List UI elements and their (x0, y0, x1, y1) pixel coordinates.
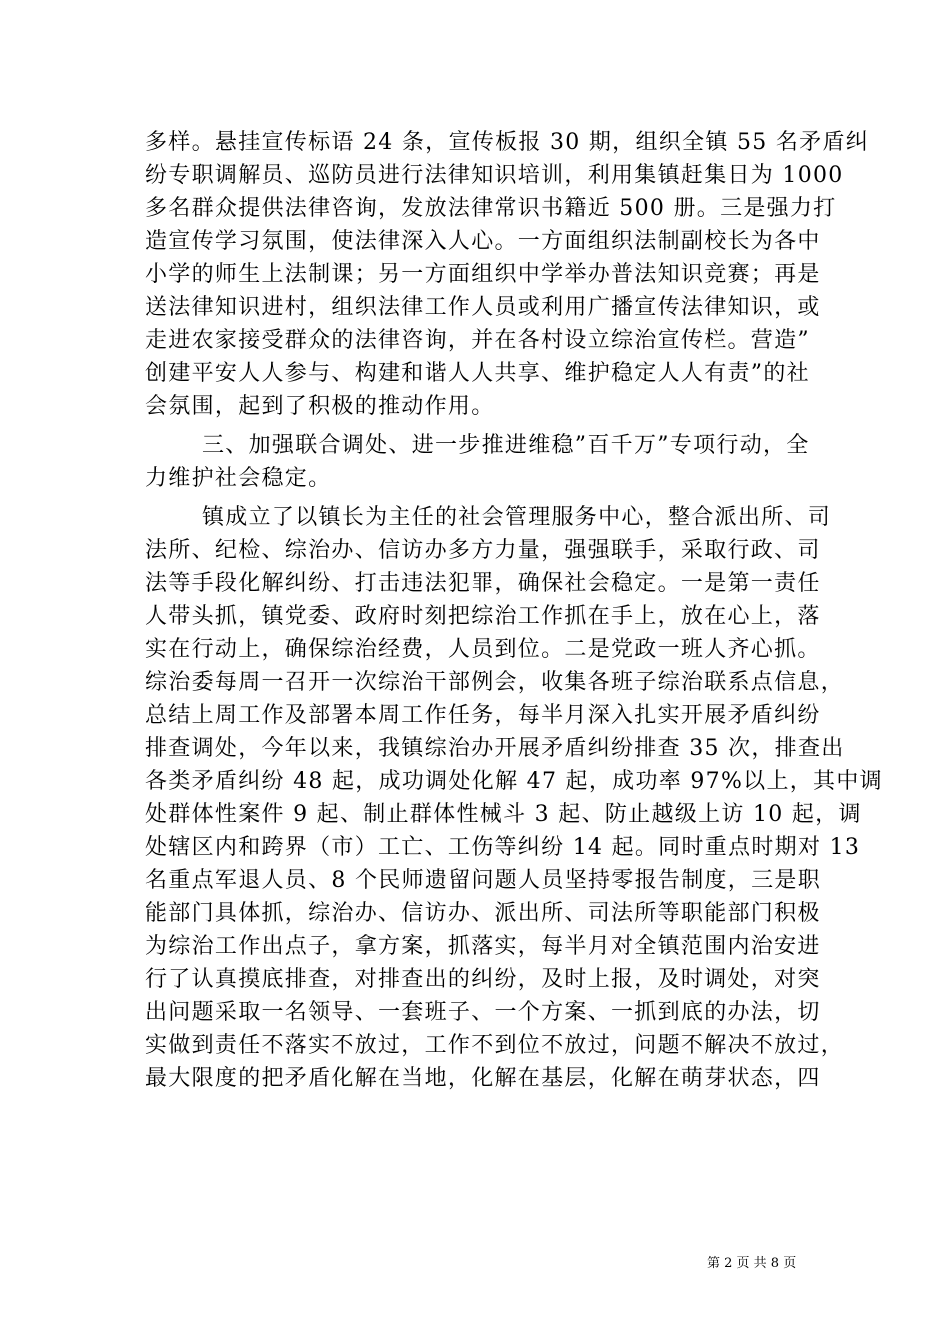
text-line: 多样。悬挂宣传标语 24 条，宣传板报 30 期，组织全镇 55 名矛盾纠 (145, 130, 870, 155)
page-number-footer: 第 2 页 共 8 页 (707, 1256, 797, 1271)
text-line: 纷专职调解员、巡防员进行法律知识培训，利用集镇赶集日为 1000 (145, 163, 844, 188)
text-line: 会氛围，起到了积极的推动作用。 (145, 394, 495, 419)
text-line: 处群体性案件 9 起、制止群体性械斗 3 起、防止越级上访 10 起，调 (145, 802, 862, 827)
text-line: 送法律知识进村，组织法律工作人员或利用广播宣传法律知识，或 (145, 295, 821, 320)
text-line: 排查调处，今年以来，我镇综治办开展矛盾纠纷排查 35 次，排查出 (145, 736, 845, 761)
text-line: 综治委每周一召开一次综治干部例会，收集各班子综治联系点信息， (145, 670, 845, 695)
section-heading: 三、加强联合调处、进一步推进维稳”百千万”专项行动，全 (202, 433, 810, 458)
text-line: 走进农家接受群众的法律咨询，并在各村设立综治宣传栏。营造” (145, 328, 810, 353)
text-line: 出问题采取一名领导、一套班子、一个方案、一抓到底的办法，切 (145, 1000, 821, 1025)
text-line: 行了认真摸底排查，对排查出的纠纷，及时上报，及时调处，对突 (145, 967, 821, 992)
text-line: 多名群众提供法律咨询，发放法律常识书籍近 500 册。三是强力打 (145, 196, 837, 221)
text-line: 能部门具体抓，综治办、信访办、派出所、司法所等职能部门积极 (145, 901, 821, 926)
text-line: 处辖区内和跨界（市）工亡、工伤等纠纷 14 起。同时重点时期对 13 (145, 835, 861, 860)
text-line: 各类矛盾纠纷 48 起，成功调处化解 47 起，成功率 97%以上，其中调 (145, 769, 883, 794)
text-line: 实做到责任不落实不放过，工作不到位不放过，问题不解决不放过， (145, 1033, 845, 1058)
text-line: 总结上周工作及部署本周工作任务，每半月深入扎实开展矛盾纠纷 (145, 703, 821, 728)
paragraph-start: 镇成立了以镇长为主任的社会管理服务中心，整合派出所、司 (202, 505, 832, 530)
text-line: 法等手段化解纠纷、打击违法犯罪，确保社会稳定。一是第一责任 (145, 571, 821, 596)
text-line: 最大限度的把矛盾化解在当地，化解在基层，化解在萌芽状态，四 (145, 1066, 821, 1091)
text-line: 为综治工作出点子，拿方案，抓落实，每半月对全镇范围内治安进 (145, 934, 821, 959)
text-line: 实在行动上，确保综治经费，人员到位。二是党政一班人齐心抓。 (145, 637, 821, 662)
section-heading-continued: 力维护社会稳定。 (145, 466, 332, 491)
text-line: 造宣传学习氛围，使法律深入人心。一方面组织法制副校长为各中 (145, 229, 821, 254)
text-line: 名重点军退人员、8 个民师遗留问题人员坚持零报告制度，三是职 (145, 868, 821, 893)
text-line: 小学的师生上法制课；另一方面组织中学举办普法知识竞赛；再是 (145, 262, 821, 287)
text-line: 创建平安人人参与、构建和谐人人共享、维护稳定人人有责”的社 (145, 361, 810, 386)
text-line: 人带头抓，镇党委、政府时刻把综治工作抓在手上，放在心上，落 (145, 604, 821, 629)
text-line: 法所、纪检、综治办、信访办多方力量，强强联手，采取行政、司 (145, 538, 821, 563)
